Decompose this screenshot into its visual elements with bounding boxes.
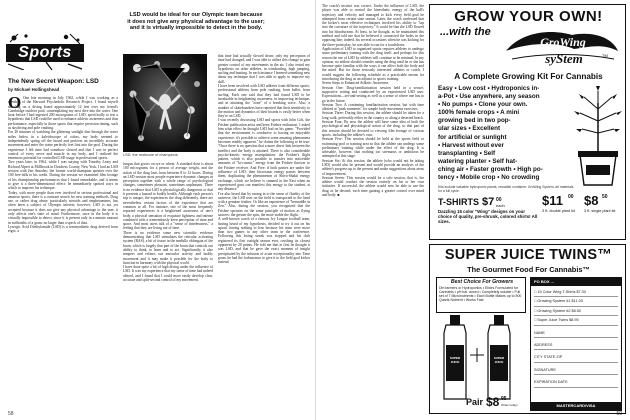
best-choice-box [436, 277, 526, 313]
bottle-label-left: SUPER JUICE [449, 356, 461, 364]
feature-line: tency • Mobile crop • No crowding [438, 174, 540, 182]
feature-line: transplanting • Self [438, 149, 496, 157]
article-byline: by Michael Hollingshead [8, 87, 60, 92]
order-line-juice[interactable]: □ Super Juice Twins $8.95 [534, 316, 618, 325]
tshirt-price-cents: 00 [496, 197, 502, 203]
pull-quote: LSD would be ideal for our Olympic team because it does not give any physical advantage to the user; and it is virtually impossible to detect in the body. [127, 12, 265, 32]
tshirt-price-each: each [496, 203, 505, 208]
price-kit-2-note: 3 ft. single plant kit [584, 209, 616, 213]
article-column-1: One late morning in July 1962, while I was working as a member of the Harvard Psychedelic Research Project, I found myself standing on a diving board approximately 12 feet over my friend's Cambridge outdoor pool, contemplating my next dive into the water. One hour before I had ingested 200 micrograms of LSD, specifically to test a hypothesis that LSD could be used to enhance athletic awareness and thus performance, especially in those sports that require precision timing, such as skydiving and pole vaulting. For 20 minutes of watching the glittering sunlight dart through the water miles below in a kaleidoscope of colors, my body seemed to independently spring off the board and perform an incredibly accurate movement and enter the water perfectly feet first into the pool. During the experience I felt time had somehow slowed and that I was in perfect control of every nerve and muscle in my body, and I realized the enormous potential for controlled LSD usage in professional sports. Two years later, in 1964, while I was staying with Timothy Leary and Richard Alpert at Millbrook in Dutchess County, New York, I had an LSD session with Jim Amodeo, the former world-champion sprinter over the 100 free-falls to his credit. During the session we examined film footage of his championship performances that I found remarkable, and it seems to give it a three-dimensional effect: he immediately spotted ways in which to improve his technique. Today, with more people than ever involved in serious professional and amateur sports, there is a constant search for new training methods. Drug use, or rather drug abuse, particularly steroids and amphetamines, has often been a subject of Olympic interest; however, LSD is not yet accepted because it does not give any physical advantage to the user, it only affects one's state of mind. Furthermore, once in the body it is virtually impossible to detect, since it is present only in a minute amount in millionths of a gram, no larger than a speck of dust. Lysergic Acid Diethylamide (LSD) is a semisynthetic drug derived from ergot, a [8, 96, 118, 234]
feature-line: watering planter • Self hat- [438, 157, 518, 165]
sports-logo-text: Sports [18, 44, 72, 61]
order-form-body [531, 286, 621, 390]
super-juice-subhead: The Gourmet Food For Cannabis™ [467, 265, 590, 274]
article-photo [123, 54, 207, 152]
pair-note: Order today! [501, 403, 518, 407]
pair-price [466, 395, 526, 413]
growing-system-ad [429, 4, 626, 240]
price-kit-2-value: $8 [584, 193, 599, 208]
tshirt-offer [438, 197, 538, 237]
kit-fine-print: Kits include valuable hydroponic plants, reusable container, GroWing System, all materials for a full cycle. [438, 185, 574, 193]
drop-cap: O [8, 93, 22, 112]
best-choice-body: Dirt farmers or Hydroponics • Elixirs Formulated for Cannabis • pH bal. anced • Completely soluble • Full set of 7 Micronutrients • Each Bottle Makes up to 500 Quarts Nutrient • Works Fast [439, 286, 522, 302]
order-line-kit-2[interactable]: □ Growing System #2 $8.50 [534, 307, 618, 316]
order-line-tshirts[interactable]: □ 15 Color Wing T-Shirts $7.00 [534, 288, 618, 297]
ad-subhead: A Complete Growing Kit For Cannabis [454, 72, 603, 81]
page-number-left: 58 [8, 411, 14, 417]
price-kit-2 [584, 193, 624, 235]
pair-label: Pair [466, 397, 484, 407]
feature-line: ching air • Faster growth • High po- [438, 165, 543, 173]
city-state-zip-field[interactable]: CITY STATE ZIP [534, 350, 618, 362]
feature-list [438, 85, 578, 182]
brand-name-system: syStem [545, 51, 583, 66]
price-kit-1-value: $11 [542, 193, 563, 208]
feature-line: growing bed in two pop- [438, 117, 511, 125]
pair-price-cents: 95 [501, 396, 507, 402]
athlete-photo [123, 54, 207, 152]
feature-line: • No pumps • Clone your own. [438, 101, 528, 109]
pair-price-value: $8 [486, 395, 500, 409]
order-form [530, 277, 622, 411]
feature-line: a-Pot • Use anywhere, any season [438, 93, 540, 101]
page-number-right: 59 [616, 411, 622, 417]
feature-line: Easy • Low cost • Hydroponics in- [438, 85, 540, 92]
ad-headline-2: ...with the [440, 26, 491, 38]
order-form-header: PO BOX ... [531, 278, 621, 286]
expiration-date-field[interactable]: EXPIRATION DATE [534, 375, 618, 387]
sports-logo [6, 32, 84, 70]
order-form-footer: MASTERCARD/VISA [531, 402, 621, 410]
article-column-2: fungus that grows on rye or wheat. A standard dose is about 100 micrograms for a person of average weight, and the action of the drug lasts from between 8 to 12 hours. During an LSD session most people experience dynamic changes in perception together with a whole range of psychological changes, sometimes pleasant, sometimes unpleasant. There is no evidence that LSD is physiologically dangerous or that it presents a hazard to bodily health. Although each person's trip is unique, the experiences the drug differently, there are nevertheless certain factors of the experience that are common to all. For instance, one of the most frequently reported experiences is a heightened awareness of one's body, a physical sensation of exquisite lightness and intense combined with a tremendously keen perception of time and space. And most users talk of a "sense of timelessness," a feeling that they are living out of time. There is no evidence some new scientific evidence demonstrating that LSD stimulates the reticular activating system (RAS), a bit of tissue in the medulla oblongata of the brain, which is largely that part of the brain that controls our ability to think, to learn and to act. Significantly, it also tempers and refines our muscular activity and bodily movement and it may make it possible for the body to function in harmony with the physical world. I have done quite a bit of high diving under the influence of LSD. It was my experience that my sense of time had indeed altered, and I found that I could more easily develop clear, accurate and split-second control of my movement. [123, 162, 213, 283]
right-page [315, 0, 630, 420]
feature-line: ular sizes • Excellent [438, 125, 501, 133]
tshirt-description: Dazzling 15 color "Wing" designs on your choice of quality, pre-shrunk, colored shirts! All sizes. [438, 209, 538, 225]
signature-field[interactable]: SIGNATURE [534, 363, 618, 375]
plant-pot-illustration [572, 85, 624, 193]
ad-headline: GROW YOUR OWN! [454, 8, 603, 25]
super-juice-ad [429, 244, 626, 414]
name-field[interactable]: NAME [534, 326, 618, 338]
trademark: TM [602, 53, 608, 58]
article-column-3: that time had actually slowed down; only my perception of time had changed, and I was able to utilize this change to gain greater control of my movements in the air. I also tested my hypothesis on other athletes, in windsurfing, high jumping, surfing and hunting. In each instance I learned something new about my technique that I was able to apply to improve my skill. I have been involved with LSD athletes from different sports: professional athletes from pole vaulting, from ballet, from surfing. Each one said that they had found LSD to be invaluable in heightening awareness, in improving technique, and in attaining the "zone" of a breaking wave. Also, a number of skateboarders have reported that their sensitivity to the motion and dynamics of their boards is vastly better when they're on LSD. I was recently discussing LSD and sports with John Colt, the Frisbee publication artist and keen Frisbee enthusiast. I asked him what effect he thought LSD had on his game. "Provided that the environment is conducive to having an enjoyable experience, it's possible to achieve some amazing phenomena becomes readily apparent." he claims the following to be true: "Once there is no question that a more direct link between the intellect and the body is attained. There is also considerable psycho-kinetic energy manipulation: the Frisbee's flight pattern, which is also possible to transfer into noticeable amounts of "ki-cosmic" energy from the Frisbee thrower to the Frisbee receiver. And Five: if both parties are under the influence of LSD, then biocosmic energy passes between them, duplicating the phenomenon of Shiva-Shakti energy exchange, which we believe is stunned in the East when an experienced guru can manifest this energy to the student, at any distance." I've also heard that by tuning in to the sense of fluidity of the universe, the LSD user on the field is transported to the head with a genuine feather. Or like an experience of "bemuddle in Zen." Also, during the session, you recognized that the Frisbee operates on the same principle of motion as flying saucers: the greater the spin, the more stable the flight. A well-known coach of a famous Ivy League football team, having heard of my hypothesis, decided to try it out on his squad, having nothing to lose because his team were more than two games to any other team in the conference. Following this losing streak was stopped and his club registered its first outright season ever, crushing its closest opponent by 20 points. He told me that at first he thought it was LSD, and that he gave the exact moment of insight precipitated by the infusion of acute exceptionality into Time gram, he had the forbearance to give it to the field goal kicker instead. [218, 54, 310, 265]
super-juice-headline: SUPER JUICE TWINS™ [444, 247, 613, 263]
bottle-label-right: SUPER JUICE [493, 356, 505, 364]
price-kit-1-note: 3 ft. double plant kit [542, 209, 575, 213]
tshirt-price: $7 [482, 196, 495, 208]
feature-line: • Harvest without ever [438, 141, 504, 149]
price-kit-2-cents: 50 [602, 194, 608, 200]
photo-caption: LSD: the molecule of champions. [123, 153, 179, 157]
best-choice-title: Best Choice For Growers [450, 279, 514, 285]
feature-line: 100% female crops • A mini [438, 109, 520, 117]
price-kit-1-cents: 00 [568, 194, 574, 200]
address-field[interactable]: ADDRESS [534, 338, 618, 350]
price-kit-1 [542, 193, 582, 235]
article-column-4: The coach's instinct was correct. Under the influence of LSD, the player was able to control the kinesthetic energy of the ball's trajectory and velocity and managed to kick every field goal he attempted from certain state season. Later, the coach confessed that the kicker's most effective techniques involved his ability to "tap into the curvature of the trajectory." It could be that the LSD flowed into his bloodstream. At least, so he thought, as he maintained this method and told me that he believed it connected the holes in the opposing line; indeed, his several occasions when he was kicking for the three-point play, he was able to run for a touchdown. Application of LSD to organized sports requires athletes to undergo some preliminary training with the drug itself, and perhaps for this reason the use of LSD by athletes will continue to be minimal. In my opinion, no athlete should consider using the drug until he or she has become quite familiar with the ways it can affect both the body and the mind. But for those seriously interested athletes or coach, I would suggest the following schedule as a practicable means for introducing the drug as an adjunct to sports training. Seven Steps to Enhanced Athletic Awareness Session One: Drug-familiarization session held in a secure, supportive setting and conducted by an experienced LSD user. Expectations—set-and-setting as well as a sense of where one has to go in the future. Session Two: A continuing familiarization session, but with time allotted at "peak moments" for simple body-movement exercises. Session Three: During this session, the athlete should be taken for a long walk, preferably either in the country or along a deserted beach. Session Four: By now the athlete will have some idea of both the psychological and physiological action of the drug, so that part of this session should be devoted to viewing film footage of various sports, including the athlete's own. Session Five: This session should be held at the sports field or swimming pool or training area so that the athlete can undergo some preliminary training while under the effect of the drug. It is advisable, however, that nothing too strenuous or ambitious be attempted at this stage. Session Six: At this session, the athlete (who would not be taking LSD) would also be present and would provide an analysis of the athlete's progress up to the present and make suggestions about areas of improvement. Session Seven: This session would be a solo session, that is, the athlete would conduct the session entirely on his or her own initiative. If successful, the athlete would now be able to use the drug as he desired, each time gaining a greater control over mind and body. ■ [322, 4, 424, 198]
article-headline: The New Secret Weapon: LSD [8, 78, 99, 85]
feature-line: for artificial or sunlight [438, 133, 507, 141]
growing-system-logo [502, 29, 620, 69]
brand-name-growing: GroWing [540, 35, 586, 49]
tshirt-title: T-SHIRTS [438, 197, 480, 207]
order-line-kit-1[interactable]: □ Growing System #1 $11.00 [534, 297, 618, 306]
